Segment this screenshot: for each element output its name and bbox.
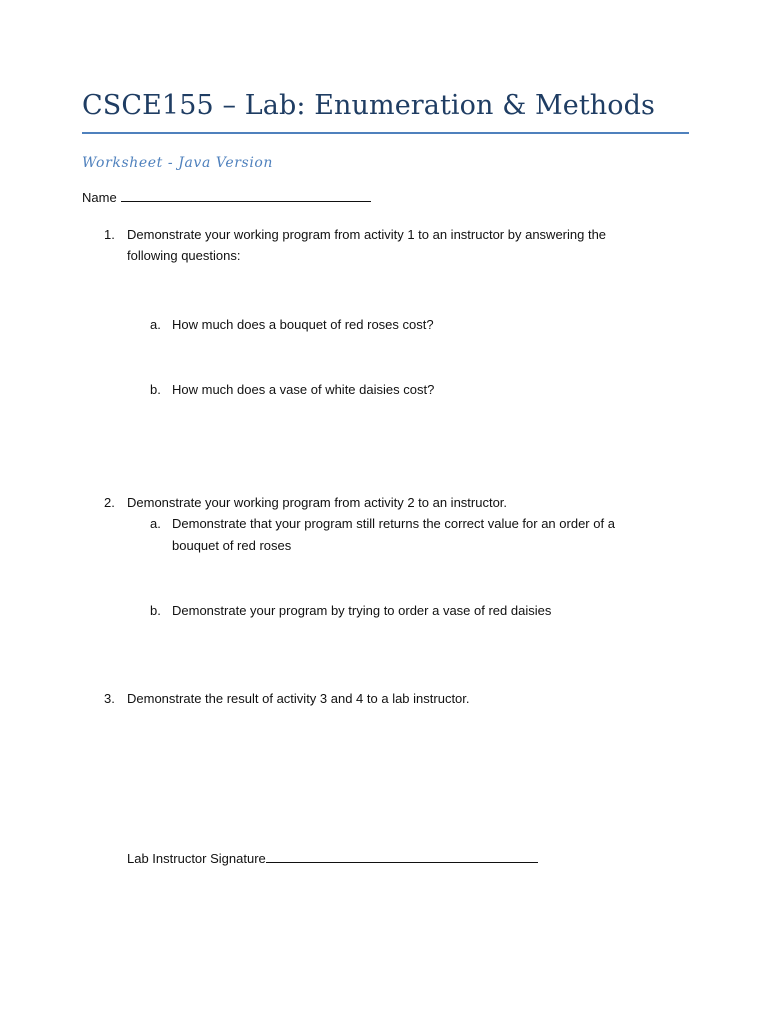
question-2-text: Demonstrate your working program from activity 2 to an instructor.: [127, 495, 508, 510]
question-1a-text: How much does a bouquet of red roses cost?: [172, 317, 434, 332]
question-1-text-line1: Demonstrate your working program from activity 1 to an instructor by answering the: [127, 227, 607, 242]
question-2a-text-line1: Demonstrate that your program still returns the correct value for an order of a: [172, 516, 615, 531]
question-2b-letter: b.: [150, 603, 161, 618]
name-label: Name: [82, 190, 117, 205]
question-1-number: 1.: [104, 227, 115, 242]
signature-field: [127, 850, 538, 866]
question-2b-text: Demonstrate your program by trying to order a vase of red daisies: [172, 603, 552, 618]
question-2a-letter: a.: [150, 516, 161, 531]
question-1-text-line2: following questions:: [127, 248, 241, 263]
name-field: [82, 189, 371, 205]
title-divider: [82, 132, 689, 134]
signature-blank-line: [266, 850, 538, 863]
name-blank-line: [121, 189, 371, 202]
question-3-number: 3.: [104, 691, 115, 706]
page-title: CSCE155 – Lab: Enumeration & Methods: [82, 90, 655, 121]
question-2-number: 2.: [104, 495, 115, 510]
question-1a-letter: a.: [150, 317, 161, 332]
question-1b-letter: b.: [150, 382, 161, 397]
question-3-text: Demonstrate the result of activity 3 and 4 to a lab instructor.: [127, 691, 470, 706]
question-2a-text-line2: bouquet of red roses: [172, 538, 292, 553]
signature-label: Lab Instructor Signature: [127, 851, 266, 866]
page-subtitle: Worksheet - Java Version: [82, 155, 274, 171]
question-1b-text: How much does a vase of white daisies cost?: [172, 382, 435, 397]
